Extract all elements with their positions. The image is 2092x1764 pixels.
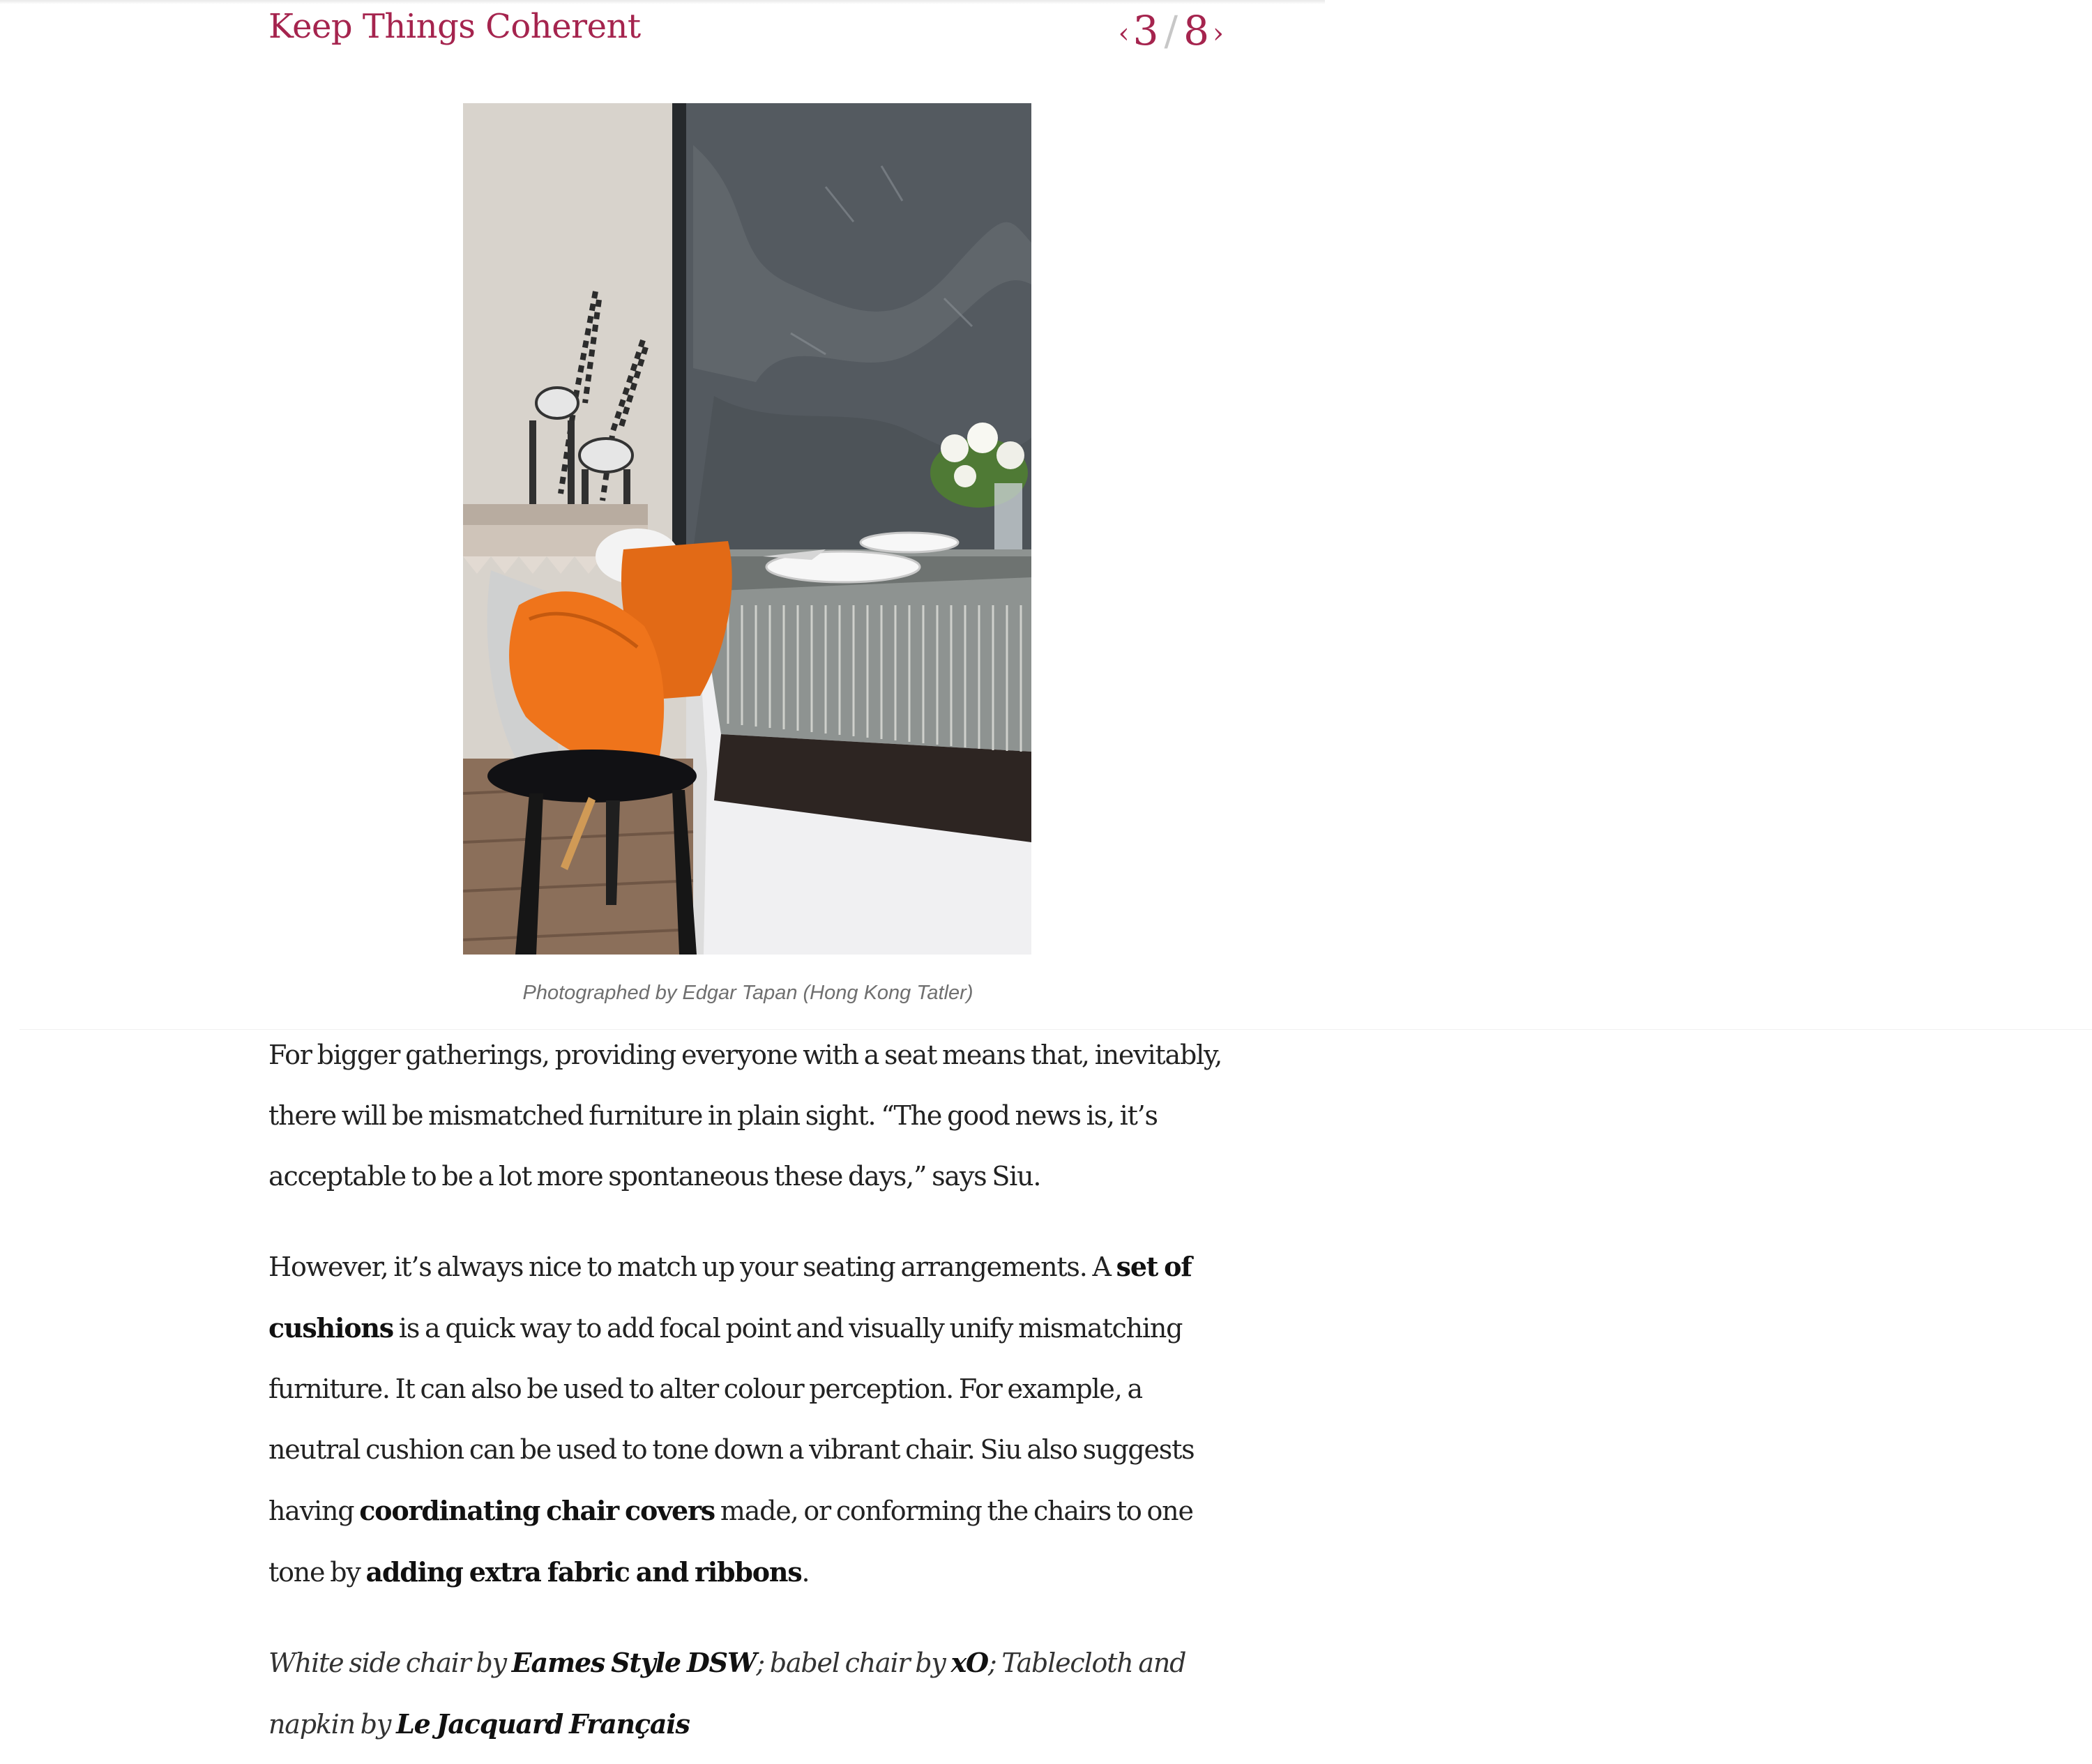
slide-current-number: 3 <box>1132 7 1159 54</box>
article-paragraph-1: For bigger gatherings, providing everyone with a seat means that, inevitably, there will be mismatched furniture in plain sight. “The good news is, it’s acceptable to be a lot more spontaneous these days,” says Siu. <box>268 1040 1222 1192</box>
paragraph-2-text-1: However, it’s always nice to match up your seating arrangements. A <box>268 1252 1116 1282</box>
credits-text-2: ; babel chair by <box>756 1648 951 1678</box>
paragraph-2-text-4: . <box>801 1557 810 1588</box>
link-le-jacquard-francais[interactable]: Le Jacquard Français <box>396 1708 690 1740</box>
credits-text-3: ; Tablecloth and napkin by <box>268 1648 1186 1740</box>
link-extra-fabric-ribbons[interactable]: adding extra fabric and ribbons <box>365 1556 802 1588</box>
link-set-of-cushions[interactable]: set of cushions <box>268 1251 1192 1344</box>
product-credits <box>268 1632 1227 1755</box>
slide-title: Keep Things Coherent <box>268 7 641 46</box>
slide-total-number: 8 <box>1183 7 1209 54</box>
slide-pager <box>1115 3 1227 59</box>
paragraph-2-text-2: is a quick way to add focal point and visually unify mismatching furniture. It can also be used to alter colour perception. For example, a neutral cushion can be used to tone down a vibrant chair. Siu also suggests having <box>268 1313 1195 1526</box>
link-xo[interactable]: xO <box>950 1647 988 1678</box>
chevron-right-icon[interactable]: › <box>1213 17 1224 50</box>
slide-separator: / <box>1164 7 1178 54</box>
dining-room-photo <box>463 103 1031 955</box>
slide-header <box>268 3 1227 59</box>
link-coordinating-chair-covers[interactable]: coordinating chair covers <box>359 1495 715 1526</box>
credits-text-1: White side chair by <box>268 1648 512 1678</box>
link-eames-style-dsw[interactable]: Eames Style DSW <box>511 1647 757 1678</box>
chevron-left-icon[interactable]: ‹ <box>1118 17 1130 50</box>
article-body <box>268 1025 1227 1764</box>
article-paragraph-2 <box>268 1236 1227 1603</box>
paragraph-2-text-3: made, or conforming the chairs to one tone by <box>268 1496 1193 1588</box>
photo-caption: Photographed by Edgar Tapan (Hong Kong Tatler) <box>522 982 973 1004</box>
